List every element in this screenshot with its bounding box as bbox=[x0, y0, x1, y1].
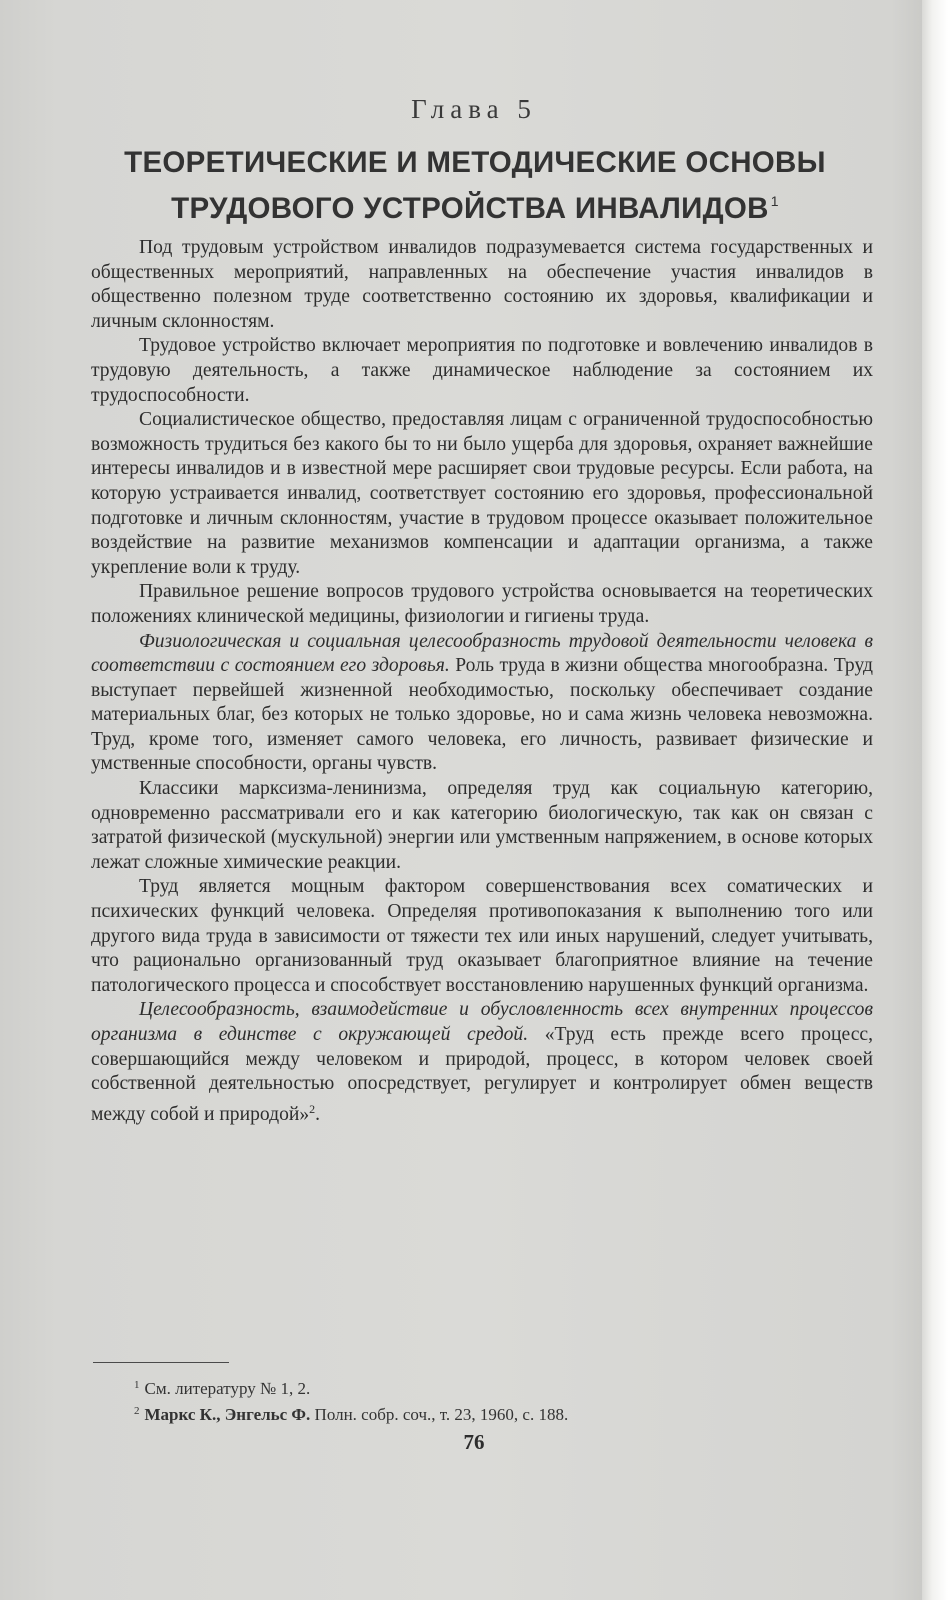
title-footnote-mark: 1 bbox=[770, 193, 779, 209]
page-number: 76 bbox=[463, 1430, 485, 1454]
paragraph-2: Трудовое устройство включает мероприятия по подготовке и вовлечению инвалидов в трудовую деятельность, а также динамическое наблюдение за состоянием их трудоспособности. bbox=[91, 335, 873, 406]
paragraph-7: Труд является мощным фактором совершенствования всех соматических и психических функций человека. Определяя противопоказания к выполнению того или другого вида труда в зависимости от тяжести тех или иных нарушений, следует учитывать, что рационально организованный труд оказывает благоприятное влияние на течение патологического процесса и способствует восстановлению нарушенных функций организма. bbox=[91, 876, 873, 996]
chapter-heading: Глава 5 bbox=[411, 94, 537, 124]
paragraph-4: Правильное решение вопросов трудового устройства основывается на теоретических положениях клинической медицины, физиологии и гигиены труда. bbox=[91, 581, 873, 627]
paragraph-1: Под трудовым устройством инвалидов подразумевается система государственных и общественных мероприятий, направленных на обеспечение участия инвалидов в общественно полезном труде соответственно состоянию их здоровья, квалификации и личным склонностям. bbox=[91, 237, 873, 332]
paragraph-5-italic: Физиологическая и социальная целесообразность трудовой деятельности человека в соответствии с состоянием его здоровья. bbox=[91, 630, 873, 677]
paragraph-8-footnote-mark: 2 bbox=[309, 1101, 316, 1116]
paragraph-5-text: Роль труда в жизни общества многообразна. Труд выступает первейшей жизненной необходимостью, поскольку обеспечивает создание материальных благ, без которых не только здоровье, но и сама жизнь человека невозможна. Труд, кроме того, изменяет самого человека, его личность, развивает физические и умственные способности, органы чувств. bbox=[91, 655, 873, 775]
paragraph-8 bbox=[91, 998, 873, 1127]
footnote-2-text: Полн. собр. соч., т. 23, 1960, с. 188. bbox=[310, 1405, 569, 1424]
title-line-2-text: ТРУДОВОГО УСТРОЙСТВА ИНВАЛИДОВ bbox=[171, 192, 769, 225]
chapter-title bbox=[60, 144, 890, 228]
footnote-2-mark: 2 bbox=[134, 1405, 140, 1417]
paragraph-8-italic: Целесообразность, взаимодействие и обусловленность всех внутренних процессов организма в единстве с окружающей средой. bbox=[91, 999, 873, 1045]
title-line-1: ТЕОРЕТИЧЕСКИЕ И МЕТОДИЧЕСКИЕ ОСНОВЫ bbox=[124, 146, 826, 179]
footnote-divider bbox=[93, 1362, 229, 1363]
paragraph-5 bbox=[91, 630, 873, 778]
footnote-1-text: См. литературу № 1, 2. bbox=[144, 1379, 311, 1398]
paragraph-8-end: . bbox=[315, 1103, 321, 1125]
title-line-2 bbox=[60, 182, 890, 228]
footnotes bbox=[134, 1374, 874, 1426]
page-edge bbox=[922, 0, 948, 1600]
body-text bbox=[91, 236, 873, 1127]
paragraph-8-text: «Труд есть прежде всего процесс, совершающийся между человеком и природой, процесс, в котором человек своей собственной деятельностью опосредствует, регулирует и контролирует обмен веществ между собой и природой» bbox=[91, 1024, 873, 1125]
footnote-2-author: Маркс К., Энгельс Ф. bbox=[144, 1405, 311, 1424]
footnote-1 bbox=[134, 1374, 874, 1400]
paragraph-3: Социалистическое общество, предоставляя лицам с ограниченной трудоспособностью возможность трудиться без какого бы то ни было ущерба для здоровья, охраняет важнейшие интересы инвалидов и в известной мере расширяет свои трудовые ресурсы. Если работа, на которую устраивается инвалид, соответствует состоянию его здоровья, профессиональной подготовке и личным склонностям, участие в трудовом процессе оказывает положительное воздействие на развитие механизмов компенсации и адаптации организма, а также укрепление воли к труду. bbox=[91, 409, 873, 578]
footnote-2 bbox=[134, 1400, 874, 1426]
footnote-1-mark: 1 bbox=[134, 1379, 140, 1391]
paragraph-6: Классики марксизма-ленинизма, определяя труд как социальную категорию, одновременно рассматривали его и как категорию биологическую, так как он связан с затратой физической (мускульной) энергии или умственным напряжением, в основе которых лежат сложные химические реакции. bbox=[91, 778, 873, 873]
